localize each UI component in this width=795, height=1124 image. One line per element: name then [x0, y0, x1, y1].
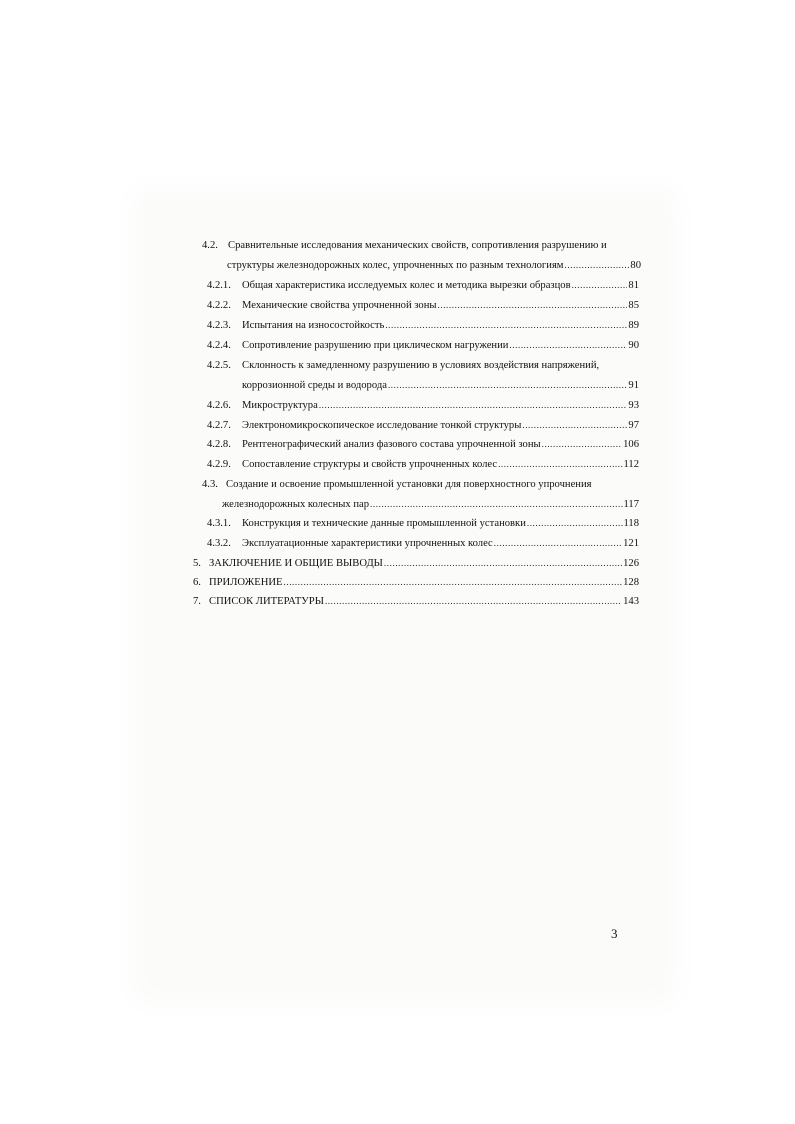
toc-entry-4-2-6 — [207, 399, 639, 412]
toc-entry-4-2-9 — [207, 458, 639, 471]
toc-entry-4-2-2 — [207, 299, 639, 312]
toc-page: 117 — [623, 499, 639, 510]
page-number: 3 — [611, 926, 618, 941]
leader-dots — [284, 576, 623, 589]
toc-number: 4.2.2. — [207, 300, 231, 311]
toc-number: 6. — [193, 577, 201, 588]
leader-dots — [494, 537, 622, 550]
leader-dots — [565, 259, 630, 272]
toc-number: 4.2.3. — [207, 320, 231, 331]
toc-title: СПИСОК ЛИТЕРАТУРЫ — [209, 596, 324, 607]
toc-entry-4-2-5-line-1 — [207, 359, 599, 372]
leader-dots — [522, 419, 627, 432]
toc-page: 118 — [623, 518, 639, 529]
toc-entry-6 — [193, 576, 639, 589]
toc-entry-4-2-line-2 — [227, 259, 641, 272]
leader-dots — [527, 517, 623, 530]
toc-title: ЗАКЛЮЧЕНИЕ И ОБЩИЕ ВЫВОДЫ — [209, 558, 383, 569]
toc-entry-4-3-1 — [207, 517, 639, 530]
toc-page: 89 — [628, 320, 639, 331]
toc-page: 143 — [623, 596, 639, 607]
toc-number: 7. — [193, 596, 201, 607]
toc-entry-4-2-5-line-2 — [242, 379, 639, 392]
toc-title: коррозионной среды и водорода — [242, 380, 387, 391]
toc-page: 93 — [628, 400, 639, 411]
leader-dots — [384, 557, 622, 570]
toc-number: 4.2.7. — [207, 420, 231, 431]
leader-dots — [509, 339, 627, 352]
toc-page: 85 — [628, 300, 639, 311]
toc-entry-4-2-line-1 — [202, 239, 607, 252]
toc-page: 106 — [623, 439, 639, 450]
toc-title: Эксплуатационные характеристики упрочненных колес — [242, 538, 493, 549]
leader-dots — [319, 399, 628, 412]
toc-number: 4.3.1. — [207, 518, 231, 529]
leader-dots — [572, 279, 628, 292]
toc-entry-4-2-1 — [207, 279, 639, 292]
toc-page: 80 — [630, 260, 641, 271]
toc-title: ПРИЛОЖЕНИЕ — [209, 577, 283, 588]
toc-entry-4-2-8 — [207, 438, 639, 451]
toc-page: 126 — [623, 558, 639, 569]
toc-title: Рентгенографический анализ фазового состава упрочненной зоны — [242, 439, 541, 450]
leader-dots — [325, 595, 622, 608]
toc-title: Создание и освоение промышленной установки для поверхностного упрочнения — [226, 479, 592, 490]
leader-dots — [498, 458, 622, 471]
toc-number: 4.2.4. — [207, 340, 231, 351]
toc-entry-4-3-line-1 — [202, 478, 592, 491]
toc-title: Склонность к замедленному разрушению в условиях воздействия напряжений, — [242, 360, 600, 371]
toc-page: 90 — [628, 340, 639, 351]
toc-number: 4.3. — [202, 479, 218, 490]
leader-dots — [542, 438, 622, 451]
toc-entry-5 — [193, 557, 639, 570]
toc-title: Общая характеристика исследуемых колес и методика вырезки образцов — [242, 280, 571, 291]
toc-title: железнодорожных колесных пар — [222, 499, 370, 510]
toc-page: 128 — [623, 577, 639, 588]
toc-title: Конструкция и технические данные промышленной установки — [242, 518, 526, 529]
toc-number: 4.2.5. — [207, 360, 231, 371]
toc-number: 4.3.2. — [207, 538, 231, 549]
toc-title: структуры железнодорожных колес, упрочненных по разным технологиям — [227, 260, 564, 271]
toc-number: 4.2.1. — [207, 280, 231, 291]
leader-dots — [388, 379, 627, 392]
toc-title: Механические свойства упрочненной зоны — [242, 300, 437, 311]
toc-title: Сопротивление разрушению при циклическом нагружении — [242, 340, 509, 351]
toc-title: Микроструктура — [242, 400, 318, 411]
toc-number: 4.2.6. — [207, 400, 231, 411]
toc-title: Сравнительные исследования механических свойств, сопротивления разрушению и — [228, 240, 607, 251]
toc-title: Испытания на износостойкость — [242, 320, 385, 331]
leader-dots — [385, 319, 627, 332]
toc-entry-4-2-4 — [207, 339, 639, 352]
toc-number: 5. — [193, 558, 201, 569]
toc-entry-7 — [193, 595, 639, 608]
leader-dots — [438, 299, 628, 312]
toc-page: 81 — [628, 280, 639, 291]
toc-entry-4-2-3 — [207, 319, 639, 332]
toc-page: 97 — [628, 420, 639, 431]
toc-title: Сопоставление структуры и свойств упрочненных колес — [242, 459, 498, 470]
toc-entry-4-2-7 — [207, 419, 639, 432]
toc-number: 4.2.9. — [207, 459, 231, 470]
leader-dots — [370, 498, 622, 511]
toc-number: 4.2. — [202, 240, 218, 251]
toc-entry-4-3-line-2 — [222, 498, 639, 511]
toc-entry-4-3-2 — [207, 537, 639, 550]
toc-title: Электрономикроскопическое исследование тонкой структуры — [242, 420, 522, 431]
toc-page: 112 — [623, 459, 639, 470]
toc-number: 4.2.8. — [207, 439, 231, 450]
toc-page: 121 — [623, 538, 639, 549]
toc-page: 91 — [628, 380, 639, 391]
